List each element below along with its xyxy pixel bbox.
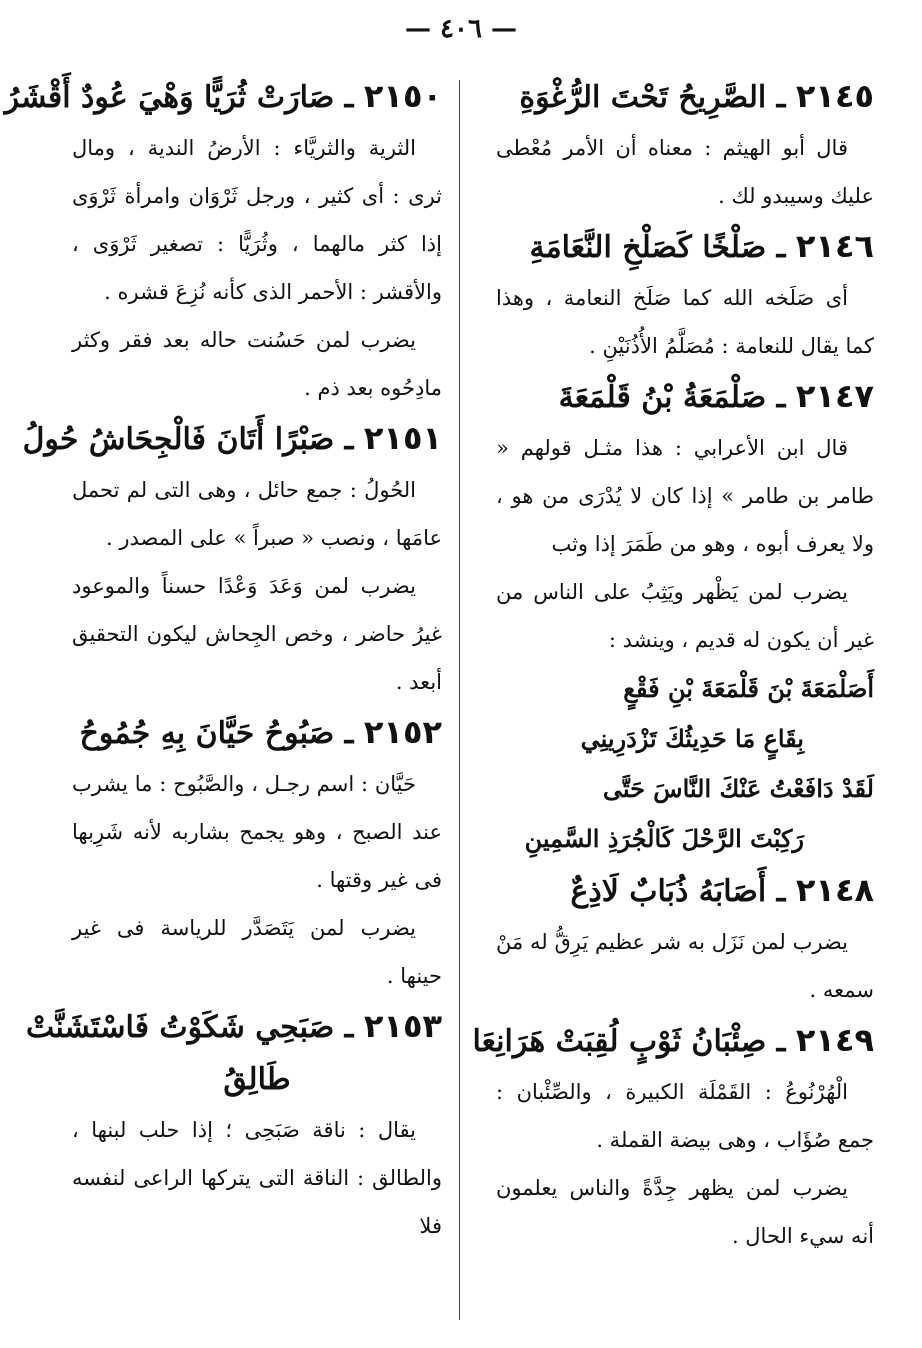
- entry-paragraph: يضرب لمن نَزَل به شر عظيم يَرِقُّ له مَنْ سمعه .: [496, 930, 874, 1002]
- verse-line: رَكِبْتَ الرَّحْلَ كَالْجُرَذِ السَّمِينِ: [524, 824, 804, 853]
- proverb-entry: [496, 70, 874, 220]
- entry-heading: ٢١٤٨ ـ أَصَابَهُ ذُبَابٌ لَاذِعٌ: [570, 871, 874, 909]
- entry-paragraph: الحُولُ : جمع حائل ، وهى التى لم تحمل عامَها ، ونصب « صبراً » على المصدر .: [72, 478, 442, 550]
- entry-title: صَبُوحُ حَيَّانَ بِهِ جُمُوحُ: [79, 716, 335, 751]
- entry-title: أَصَابَهُ ذُبَابٌ لَاذِعٌ: [570, 874, 767, 909]
- entry-paragraph: قال ابن الأعرابي : هذا مثـل قولهم « طامر بن طامر » إذا كان لا يُدْرَى من هو ، ولا يعرف أبوه ، وهو من طَمَرَ إذا وثب: [496, 436, 874, 556]
- proverb-entry: [4, 70, 442, 412]
- entry-number: ٢١٥١: [363, 419, 442, 457]
- entry-title-continuation: طَالِقُ: [223, 1062, 291, 1097]
- entry-title: صَارَتْ ثُرَيًّا وَهْيَ عُودٌ أَقْشَرُ: [4, 80, 335, 115]
- entry-title: صَلْمَعَةُ بْنُ قَلْمَعَةَ: [558, 380, 767, 415]
- verse-line: أَصَلْمَعَةَ بْنَ قَلْمَعَةَ بْنِ فَقْعٍ: [623, 674, 874, 703]
- proverb-entry: [496, 220, 874, 370]
- entry-title: صَبَحِي شَكَوْتُ فَاسْتَشَنَّتْ: [26, 1010, 335, 1045]
- column-divider: [459, 80, 460, 1320]
- entry-paragraph: الْهُرْنُوعُ : القَمْلَة الكبيرة ، والصِّئْبان : جمع صُؤَاب ، وهى بيضة القملة .: [496, 1080, 874, 1152]
- entry-number: ٢١٥٣: [363, 1007, 442, 1045]
- entry-paragraph: يضرب لمن يَظْهر ويَثِبُ على الناس من غير أن يكون له قديم ، وينشد :: [496, 580, 874, 652]
- page-number: — ٤٠٦ —: [404, 14, 518, 44]
- entry-heading: ٢١٤٩ ـ صِئْبَانُ ثَوْبٍ لُقِبَتْ هَرَانِعَا: [472, 1021, 874, 1059]
- proverb-entry: [72, 706, 442, 1000]
- proverb-entry: [26, 1000, 442, 1250]
- entry-title: صَبْرًا أَتَانَ فَالْجِحَاشُ حُولُ: [22, 422, 335, 457]
- proverb-entry: [496, 370, 874, 864]
- entry-paragraph: يقال : ناقة صَبَحِى ؛ إذا حلب لبنها ، والطالق : الناقة التى يتركها الراعى لنفسه فلا: [72, 1118, 442, 1238]
- entry-heading: ٢١٤٧ ـ صَلْمَعَةُ بْنُ قَلْمَعَةَ: [558, 377, 874, 415]
- entry-paragraph: يضرب لمن يظهر جِدَّةً والناس يعلمون أنه سيء الحال .: [496, 1176, 874, 1248]
- entry-paragraph: يضرب لمن وَعَدَ وَعْدًا حسناً والموعود غيرُ حاضر ، وخص الجِحاش ليكون التحقيق أبعد .: [72, 574, 442, 694]
- entry-number: ٢١٤٩: [795, 1021, 874, 1059]
- entry-number: ٢١٥٢: [363, 713, 442, 751]
- proverb-entry: [22, 412, 442, 706]
- entry-heading: ٢١٤٥ ـ الصَّرِيحُ تَحْتَ الرُّغْوَةِ: [519, 77, 874, 115]
- entry-heading: ٢١٥١ ـ صَبْرًا أَتَانَ فَالْجِحَاشُ حُولُ: [22, 419, 442, 457]
- entry-title: صِئْبَانُ ثَوْبٍ لُقِبَتْ هَرَانِعَا: [472, 1024, 767, 1059]
- proverb-entry: [472, 1014, 874, 1260]
- entry-number: ٢١٤٥: [795, 77, 874, 115]
- entry-heading: ٢١٥٠ ـ صَارَتْ ثُرَيًّا وَهْيَ عُودٌ أَقْشَرُ: [4, 77, 442, 115]
- verse-line: لَقَدْ دَافَعْتُ عَنْكَ النَّاسَ حَتَّى: [602, 774, 874, 803]
- entry-paragraph: أى صَلَخه الله كما صَلَخ النعامة ، وهذا كما يقال للنعامة : مُصَلَّمُ الأُذُنَيْنِ .: [496, 286, 874, 358]
- entry-number: ٢١٤٧: [795, 377, 874, 415]
- entry-paragraph: الثرية والثريَّاء : الأرضُ الندية ، ومال ثرى : أى كثير ، ورجل ثَرْوَان وامرأة ثَرْوَى إذا كثر مالهما ، وثُرَيًّا : تصغير ثَرْوَى ، والأقشر : الأحمر الذى كأنه نُزِعَ قشره .: [72, 136, 442, 304]
- right-column: [472, 70, 874, 1260]
- entry-heading: ٢١٥٢ ـ صَبُوحُ حَيَّانَ بِهِ جُمُوحُ: [79, 713, 442, 751]
- entry-paragraph: يضرب لمن حَسُنت حاله بعد فقر وكثر مادِحُوه بعد ذم .: [72, 328, 442, 400]
- entry-heading: ٢١٤٦ ـ صَلْخًا كَصَلْخِ النَّعَامَةِ: [529, 227, 874, 265]
- left-column: [4, 70, 442, 1250]
- verse-line: بِقَاعٍ مَا حَدِيثُكَ تَزْدَرِينِي: [580, 724, 804, 753]
- entry-heading: ٢١٥٣ ـ صَبَحِي شَكَوْتُ فَاسْتَشَنَّتْ: [26, 1007, 442, 1045]
- entry-paragraph: حَيَّان : اسم رجـل ، والصَّبُوح : ما يشرب عند الصبح ، وهو يجمح بشاربه لأنه شَرِبها فى غير وقتها .: [72, 772, 442, 892]
- entry-number: ٢١٤٨: [795, 871, 874, 909]
- proverb-entry: [496, 864, 874, 1014]
- entry-number: ٢١٤٦: [795, 227, 874, 265]
- entry-paragraph: يضرب لمن يَتَصَدَّر للرياسة فى غير حينها .: [72, 916, 442, 988]
- entry-title: الصَّرِيحُ تَحْتَ الرُّغْوَةِ: [519, 80, 767, 115]
- entry-number: ٢١٥٠: [363, 77, 442, 115]
- entry-title: صَلْخًا كَصَلْخِ النَّعَامَةِ: [529, 230, 767, 265]
- entry-paragraph: قال أبو الهيثم : معناه أن الأمر مُعْطى عليك وسيبدو لك .: [496, 136, 874, 208]
